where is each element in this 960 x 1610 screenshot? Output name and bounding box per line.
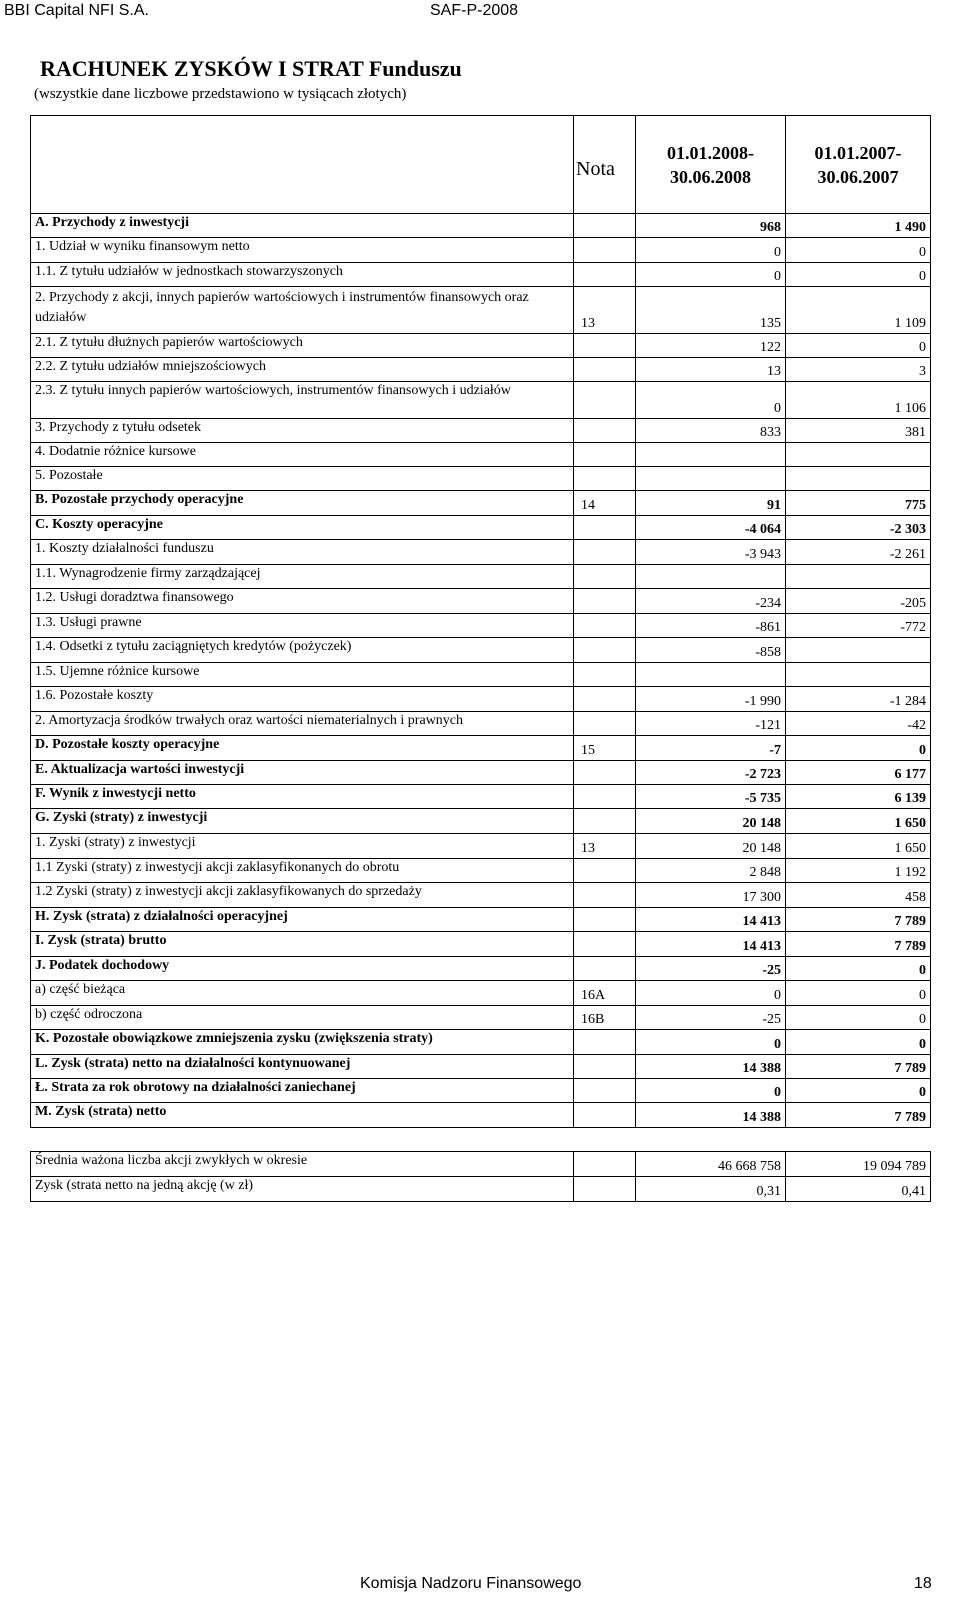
row-note xyxy=(574,712,636,736)
row-label: b) część odroczona xyxy=(31,1006,574,1030)
row-value-2008: 2 848 xyxy=(636,859,786,883)
row-label: 1. Koszty działalności funduszu xyxy=(31,540,574,565)
row-value-2008: 13 xyxy=(636,358,786,382)
table-row xyxy=(31,1030,931,1055)
row-value-2008: 0 xyxy=(636,263,786,287)
row-label: C. Koszty operacyjne xyxy=(31,516,574,540)
document-subtitle: (wszystkie dane liczbowe przedstawiono w tysiącach złotych) xyxy=(34,86,407,102)
table-row xyxy=(31,589,931,614)
row-value-2007 xyxy=(786,565,931,589)
document-title: RACHUNEK ZYSKÓW I STRAT Funduszu xyxy=(40,56,462,81)
row-label: 2. Amortyzacja środków trwałych oraz wartości niematerialnych i prawnych xyxy=(31,712,574,736)
row-value-2008: 14 413 xyxy=(636,908,786,932)
table-row xyxy=(31,238,931,263)
row-value-2008: -5 735 xyxy=(636,785,786,809)
row-value-2008: 833 xyxy=(636,419,786,443)
income-statement-table xyxy=(30,115,931,1202)
row-note xyxy=(574,540,636,565)
table-row xyxy=(31,908,931,932)
row-label: 2. Przychody z akcji, innych papierów wartościowych i instrumentów finansowych oraz udziałów xyxy=(31,287,574,334)
table-row xyxy=(31,809,931,834)
company-name: BBI Capital NFI S.A. xyxy=(4,2,149,19)
row-label: 1.2. Usługi doradztwa finansowego xyxy=(31,589,574,614)
row-value-2008: 968 xyxy=(636,214,786,238)
table-row xyxy=(31,382,931,419)
row-value-2007: -772 xyxy=(786,614,931,638)
row-label: Zysk (strata netto na jedną akcję (w zł) xyxy=(31,1177,574,1202)
row-value-2007: 0 xyxy=(786,263,931,287)
row-value-2007 xyxy=(786,663,931,687)
row-note xyxy=(574,565,636,589)
row-label: a) część bieżąca xyxy=(31,981,574,1006)
row-value-2008: 91 xyxy=(636,491,786,516)
row-value-2007: 1 650 xyxy=(786,809,931,834)
row-note xyxy=(574,419,636,443)
row-note xyxy=(574,809,636,834)
table-row xyxy=(31,736,931,761)
row-value-2008: -858 xyxy=(636,638,786,663)
table-header-row xyxy=(31,116,931,214)
row-note xyxy=(574,859,636,883)
row-value-2008: -2 723 xyxy=(636,761,786,785)
row-note: 13 xyxy=(574,834,636,859)
row-note: 13 xyxy=(574,287,636,334)
row-value-2008: -25 xyxy=(636,957,786,981)
table-row xyxy=(31,565,931,589)
row-label: M. Zysk (strata) netto xyxy=(31,1103,574,1128)
table-row xyxy=(31,516,931,540)
row-label: H. Zysk (strata) z działalności operacyjnej xyxy=(31,908,574,932)
row-note: 14 xyxy=(574,491,636,516)
row-label: 2.2. Z tytułu udziałów mniejszościowych xyxy=(31,358,574,382)
row-note xyxy=(574,614,636,638)
row-label: 1.3. Usługi prawne xyxy=(31,614,574,638)
row-value-2007: 6 139 xyxy=(786,785,931,809)
row-label: 2.3. Z tytułu innych papierów wartościowych, instrumentów finansowych i udziałów xyxy=(31,382,574,419)
row-note: 15 xyxy=(574,736,636,761)
table-row xyxy=(31,957,931,981)
footer-publisher: Komisja Nadzoru Finansowego xyxy=(360,1575,582,1592)
row-label: B. Pozostałe przychody operacyjne xyxy=(31,491,574,516)
row-value-2008: -861 xyxy=(636,614,786,638)
row-value-2007: 381 xyxy=(786,419,931,443)
row-label: D. Pozostałe koszty operacyjne xyxy=(31,736,574,761)
row-value-2007: 1 109 xyxy=(786,287,931,334)
row-label: 1.1. Wynagrodzenie firmy zarządzającej xyxy=(31,565,574,589)
row-label: Średnia ważona liczba akcji zwykłych w okresie xyxy=(31,1152,574,1177)
row-value-2007: -1 284 xyxy=(786,687,931,712)
row-value-2007: -205 xyxy=(786,589,931,614)
row-value-2007: 0 xyxy=(786,1079,931,1103)
row-value-2008: -4 064 xyxy=(636,516,786,540)
table-row xyxy=(31,1152,931,1177)
row-note xyxy=(574,1177,636,1202)
row-note xyxy=(574,785,636,809)
table-row xyxy=(31,663,931,687)
table-row xyxy=(31,883,931,908)
row-value-2007: 775 xyxy=(786,491,931,516)
row-value-2007: 1 106 xyxy=(786,382,931,419)
row-value-2008: 0 xyxy=(636,238,786,263)
table-row xyxy=(31,1055,931,1079)
header-empty-cell xyxy=(31,116,574,214)
row-value-2007: 0,41 xyxy=(786,1177,931,1202)
row-value-2008 xyxy=(636,663,786,687)
row-value-2008: 135 xyxy=(636,287,786,334)
table-row xyxy=(31,443,931,467)
row-note xyxy=(574,1055,636,1079)
row-note xyxy=(574,638,636,663)
row-value-2008: -234 xyxy=(636,589,786,614)
row-note: 16B xyxy=(574,1006,636,1030)
row-note xyxy=(574,214,636,238)
table-row xyxy=(31,467,931,491)
row-value-2008: -25 xyxy=(636,1006,786,1030)
table-row xyxy=(31,981,931,1006)
row-note xyxy=(574,467,636,491)
table-row xyxy=(31,785,931,809)
row-value-2008: 20 148 xyxy=(636,809,786,834)
row-value-2008: 0 xyxy=(636,1079,786,1103)
form-code: SAF-P-2008 xyxy=(430,2,519,19)
table-row xyxy=(31,287,931,334)
table-row xyxy=(31,1006,931,1030)
row-label: G. Zyski (straty) z inwestycji xyxy=(31,809,574,834)
row-label: 1.1 Zyski (straty) z inwestycji akcji zaklasyfikonanych do obrotu xyxy=(31,859,574,883)
table-row xyxy=(31,638,931,663)
row-value-2007: 0 xyxy=(786,1030,931,1055)
table-row xyxy=(31,761,931,785)
row-value-2008: 14 388 xyxy=(636,1103,786,1128)
row-value-2007: 458 xyxy=(786,883,931,908)
row-value-2007: 0 xyxy=(786,1006,931,1030)
table-row xyxy=(31,334,931,358)
row-note xyxy=(574,687,636,712)
row-label: K. Pozostałe obowiązkowe zmniejszenia zysku (zwiększenia straty) xyxy=(31,1030,574,1055)
page-number: 18 xyxy=(914,1575,932,1592)
column-header-period-2007 xyxy=(786,116,931,214)
row-label: Ł. Strata za rok obrotowy na działalności zaniechanej xyxy=(31,1079,574,1103)
row-note xyxy=(574,663,636,687)
row-value-2008: 122 xyxy=(636,334,786,358)
row-note xyxy=(574,516,636,540)
row-label: E. Aktualizacja wartości inwestycji xyxy=(31,761,574,785)
row-label: 1.1. Z tytułu udziałów w jednostkach stowarzyszonych xyxy=(31,263,574,287)
row-note: 16A xyxy=(574,981,636,1006)
row-note xyxy=(574,238,636,263)
table-row xyxy=(31,491,931,516)
row-value-2008: 46 668 758 xyxy=(636,1152,786,1177)
row-label: 1.2 Zyski (straty) z inwestycji akcji zaklasyfikowanych do sprzedaży xyxy=(31,883,574,908)
row-value-2008: 0 xyxy=(636,382,786,419)
table-row xyxy=(31,614,931,638)
row-value-2007: 7 789 xyxy=(786,908,931,932)
table-row xyxy=(31,419,931,443)
table-row xyxy=(31,540,931,565)
table-row xyxy=(31,1177,931,1202)
row-note xyxy=(574,589,636,614)
row-value-2007: 19 094 789 xyxy=(786,1152,931,1177)
row-label: 5. Pozostałe xyxy=(31,467,574,491)
row-value-2007 xyxy=(786,638,931,663)
row-label: 1.6. Pozostałe koszty xyxy=(31,687,574,712)
row-value-2008: -7 xyxy=(636,736,786,761)
table-spacer-cell xyxy=(31,1128,931,1152)
row-note xyxy=(574,1030,636,1055)
row-value-2007: 1 490 xyxy=(786,214,931,238)
row-note xyxy=(574,761,636,785)
row-value-2008: 0 xyxy=(636,1030,786,1055)
row-value-2008: -121 xyxy=(636,712,786,736)
table-row xyxy=(31,712,931,736)
table-row xyxy=(31,214,931,238)
row-value-2007: 3 xyxy=(786,358,931,382)
row-value-2007: 7 789 xyxy=(786,1103,931,1128)
row-label: 1. Zyski (straty) z inwestycji xyxy=(31,834,574,859)
column-header-note: Nota xyxy=(574,116,636,214)
row-note xyxy=(574,1152,636,1177)
row-value-2007: -2 303 xyxy=(786,516,931,540)
row-value-2007: 7 789 xyxy=(786,1055,931,1079)
row-value-2007: -42 xyxy=(786,712,931,736)
row-value-2007: 0 xyxy=(786,238,931,263)
row-value-2007: 7 789 xyxy=(786,932,931,957)
row-value-2008: 14 413 xyxy=(636,932,786,957)
row-label: 2.1. Z tytułu dłużnych papierów wartościowych xyxy=(31,334,574,358)
table-row xyxy=(31,859,931,883)
row-label: 3. Przychody z tytułu odsetek xyxy=(31,419,574,443)
row-value-2008: -3 943 xyxy=(636,540,786,565)
row-note xyxy=(574,908,636,932)
row-label: 4. Dodatnie różnice kursowe xyxy=(31,443,574,467)
column-header-period-2008 xyxy=(636,116,786,214)
row-value-2008: 17 300 xyxy=(636,883,786,908)
table-row xyxy=(31,932,931,957)
row-value-2008 xyxy=(636,467,786,491)
row-note xyxy=(574,957,636,981)
row-value-2008 xyxy=(636,443,786,467)
row-value-2007: 0 xyxy=(786,981,931,1006)
row-label: J. Podatek dochodowy xyxy=(31,957,574,981)
column-header-period-2007-text: 01.01.2007- 30.06.2007 xyxy=(814,142,902,187)
table-row xyxy=(31,687,931,712)
row-value-2007: 0 xyxy=(786,957,931,981)
row-value-2007: 0 xyxy=(786,736,931,761)
table-spacer-row xyxy=(31,1128,931,1152)
table-row xyxy=(31,1103,931,1128)
table-row xyxy=(31,834,931,859)
row-note xyxy=(574,1103,636,1128)
row-value-2008: 14 388 xyxy=(636,1055,786,1079)
row-value-2008: 20 148 xyxy=(636,834,786,859)
row-note xyxy=(574,1079,636,1103)
table-row xyxy=(31,263,931,287)
row-label: 1. Udział w wyniku finansowym netto xyxy=(31,238,574,263)
row-value-2008 xyxy=(636,565,786,589)
row-label: L. Zysk (strata) netto na działalności kontynuowanej xyxy=(31,1055,574,1079)
row-value-2007 xyxy=(786,443,931,467)
row-label: A. Przychody z inwestycji xyxy=(31,214,574,238)
row-value-2008: 0,31 xyxy=(636,1177,786,1202)
row-value-2007: -2 261 xyxy=(786,540,931,565)
row-note xyxy=(574,443,636,467)
row-note xyxy=(574,334,636,358)
row-note xyxy=(574,883,636,908)
row-note xyxy=(574,263,636,287)
row-note xyxy=(574,382,636,419)
row-value-2007 xyxy=(786,467,931,491)
row-value-2007: 1 192 xyxy=(786,859,931,883)
column-header-period-2008-text: 01.01.2008- 30.06.2008 xyxy=(667,142,754,187)
row-value-2008: -1 990 xyxy=(636,687,786,712)
table-body xyxy=(31,214,931,1202)
row-value-2008: 0 xyxy=(636,981,786,1006)
table-row xyxy=(31,1079,931,1103)
row-note xyxy=(574,358,636,382)
row-label: 1.4. Odsetki z tytułu zaciągniętych kredytów (pożyczek) xyxy=(31,638,574,663)
table-row xyxy=(31,358,931,382)
row-value-2007: 6 177 xyxy=(786,761,931,785)
row-label: F. Wynik z inwestycji netto xyxy=(31,785,574,809)
row-label: I. Zysk (strata) brutto xyxy=(31,932,574,957)
row-label: 1.5. Ujemne różnice kursowe xyxy=(31,663,574,687)
row-value-2007: 0 xyxy=(786,334,931,358)
row-note xyxy=(574,932,636,957)
row-value-2007: 1 650 xyxy=(786,834,931,859)
